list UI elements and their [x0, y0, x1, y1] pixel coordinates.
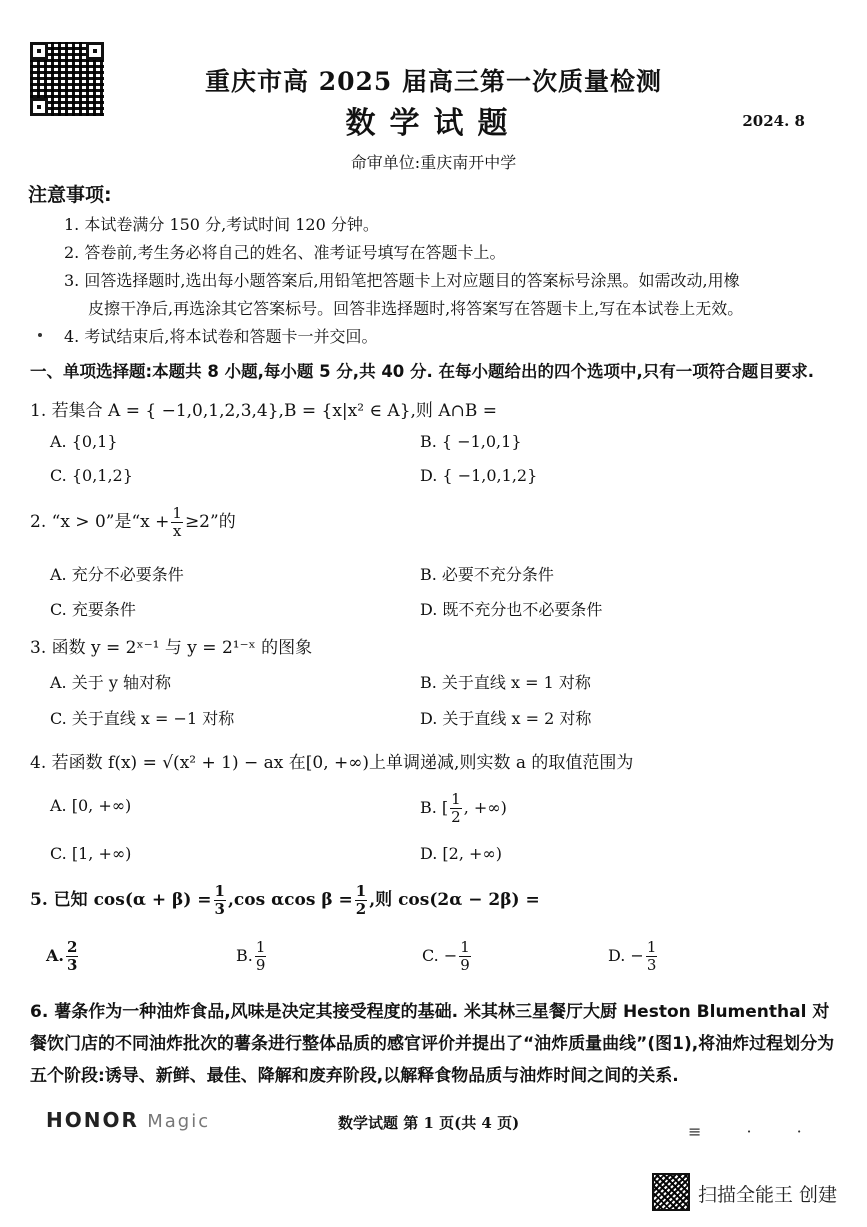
watermark-brand: HONOR — [46, 1108, 139, 1132]
q2-option-b: B. 必要不充分条件 — [420, 565, 554, 584]
q4-b-den: 2 — [451, 808, 461, 826]
q1-option-d: D. { −1,0,1,2} — [420, 466, 538, 485]
q5-a-fraction — [66, 940, 78, 973]
q5-option-a — [46, 940, 80, 973]
q5-a-num: 2 — [66, 938, 78, 956]
q3-option-b: B. 关于直线 x = 1 对称 — [420, 673, 591, 692]
q1-option-b: B. { −1,0,1} — [420, 432, 522, 451]
q1-option-a: A. {0,1} — [50, 432, 118, 451]
q2-option-d: D. 既不充分也不必要条件 — [420, 600, 603, 619]
notice-item-2: 2. 答卷前,考生务必将自己的姓名、准考证号填写在答题卡上。 — [64, 243, 506, 262]
exam-date: 2024. 8 — [742, 112, 805, 130]
q2-option-a: A. 充分不必要条件 — [50, 565, 184, 584]
notice-item-3-cont: 皮擦干净后,再选涂其它答案标号。回答非选择题时,将答案写在答题卡上,写在本试卷上无效。 — [88, 299, 744, 318]
q3-option-c: C. 关于直线 x = −1 对称 — [50, 709, 235, 728]
q3-option-d: D. 关于直线 x = 2 对称 — [420, 709, 592, 728]
notice-heading: 注意事项: — [28, 184, 112, 206]
q5-a-den: 3 — [66, 956, 78, 974]
q5-f1-num: 1 — [214, 882, 225, 900]
q5-d-label: D. − — [608, 946, 644, 965]
q5-c-den: 9 — [460, 956, 470, 974]
q2-stem-post: ≥2”的 — [184, 512, 236, 532]
q1-option-c: C. {0,1,2} — [50, 466, 133, 485]
q5-fraction-1 — [214, 884, 226, 917]
q5-fraction-2 — [355, 884, 367, 917]
notice-item-4: 4. 考试结束后,将本试卷和答题卡一并交回。 — [64, 327, 378, 346]
q4-option-d: D. [2, +∞) — [420, 844, 502, 863]
q5-stem-post: ,则 cos(2α − 2β) = — [369, 890, 540, 910]
q5-f1-den: 3 — [214, 900, 225, 918]
q2-frac-den: x — [172, 522, 182, 540]
q5-b-label: B. — [236, 946, 253, 965]
q4-option-b — [420, 792, 507, 825]
q4-b-fraction — [450, 792, 462, 825]
question-4-stem: 4. 若函数 f(x) = √(x² + 1) − ax 在[0, +∞)上单调递减,则实数 a 的取值范围为 — [30, 753, 634, 773]
q5-b-den: 9 — [255, 956, 266, 974]
q5-b-fraction — [255, 940, 267, 973]
scanner-credit: 扫描全能王 创建 — [698, 1184, 838, 1206]
subject-title: 数学试题 — [345, 106, 522, 141]
q5-d-den: 3 — [646, 956, 657, 974]
q5-f2-den: 2 — [355, 900, 367, 918]
q2-frac-num: 1 — [172, 504, 182, 522]
setter-unit: 命审单位:重庆南开中学 — [350, 153, 517, 172]
page-footer: 数学试题 第 1 页(共 4 页) — [338, 1114, 520, 1132]
q4-b-post: , +∞) — [463, 798, 507, 817]
watermark-model: Magic — [147, 1111, 211, 1132]
q2-fraction — [171, 506, 183, 539]
q5-stem-mid: ,cos αcos β = — [227, 890, 353, 910]
q5-stem-pre: 5. 已知 cos(α + β) = — [30, 890, 212, 910]
q5-c-label: C. − — [422, 946, 458, 965]
q2-stem-pre: 2. “x > 0”是“x + — [30, 512, 170, 532]
section-heading: 一、单项选择题:本题共 8 小题,每小题 5 分,共 40 分. 在每小题给出的四个选项中,只有一项符合题目要求. — [30, 362, 815, 381]
q5-f2-num: 1 — [355, 882, 367, 900]
q5-c-num: 1 — [460, 938, 470, 956]
q5-d-fraction — [646, 940, 658, 973]
question-5-stem — [30, 884, 540, 917]
q5-d-num: 1 — [646, 938, 657, 956]
q3-option-a: A. 关于 y 轴对称 — [50, 673, 171, 692]
stray-dot — [38, 333, 42, 337]
question-6-text: 6. 薯条作为一种油炸食品,风味是决定其接受程度的基础. 米其林三星餐厅大厨 Heston Blumenthal 对餐饮门店的不同油炸批次的薯条进行整体品质的感官评价并提出了“油炸质量曲线”(图1),将油炸过程划分为五个阶段:诱导、新鲜、最佳、降解和废弃阶段,以解释食物品质与油炸时间之间的关系. — [30, 1002, 835, 1086]
q5-a-label: A. — [46, 946, 64, 965]
q5-b-num: 1 — [255, 938, 266, 956]
q5-option-d — [608, 940, 659, 973]
question-3-stem: 3. 函数 y = 2ˣ⁻¹ 与 y = 2¹⁻ˣ 的图象 — [30, 638, 313, 658]
scanner-qr-icon — [652, 1173, 690, 1211]
q4-option-a: A. [0, +∞) — [50, 796, 132, 815]
q4-b-num: 1 — [451, 790, 461, 808]
q5-option-c — [422, 940, 473, 973]
question-2-stem — [30, 506, 236, 539]
notice-item-1: 1. 本试卷满分 150 分,考试时间 120 分钟。 — [64, 215, 379, 234]
q5-option-b — [236, 940, 268, 973]
q4-option-c: C. [1, +∞) — [50, 844, 132, 863]
q2-option-c: C. 充要条件 — [50, 600, 136, 619]
exam-title: 重庆市高 2025 届高三第一次质量检测 — [205, 67, 662, 96]
question-1-stem: 1. 若集合 A = { −1,0,1,2,3,4},B = {x|x² ∈ A},则 A∩B = — [30, 401, 497, 421]
footer-marks: ≡ · · — [688, 1122, 822, 1141]
q5-c-fraction — [459, 940, 471, 973]
notice-item-3: 3. 回答选择题时,选出每小题答案后,用铅笔把答题卡上对应题目的答案标号涂黑。如需改动,用橡 — [64, 271, 740, 290]
honor-watermark — [46, 1108, 210, 1132]
q4-b-pre: B. [ — [420, 798, 449, 817]
